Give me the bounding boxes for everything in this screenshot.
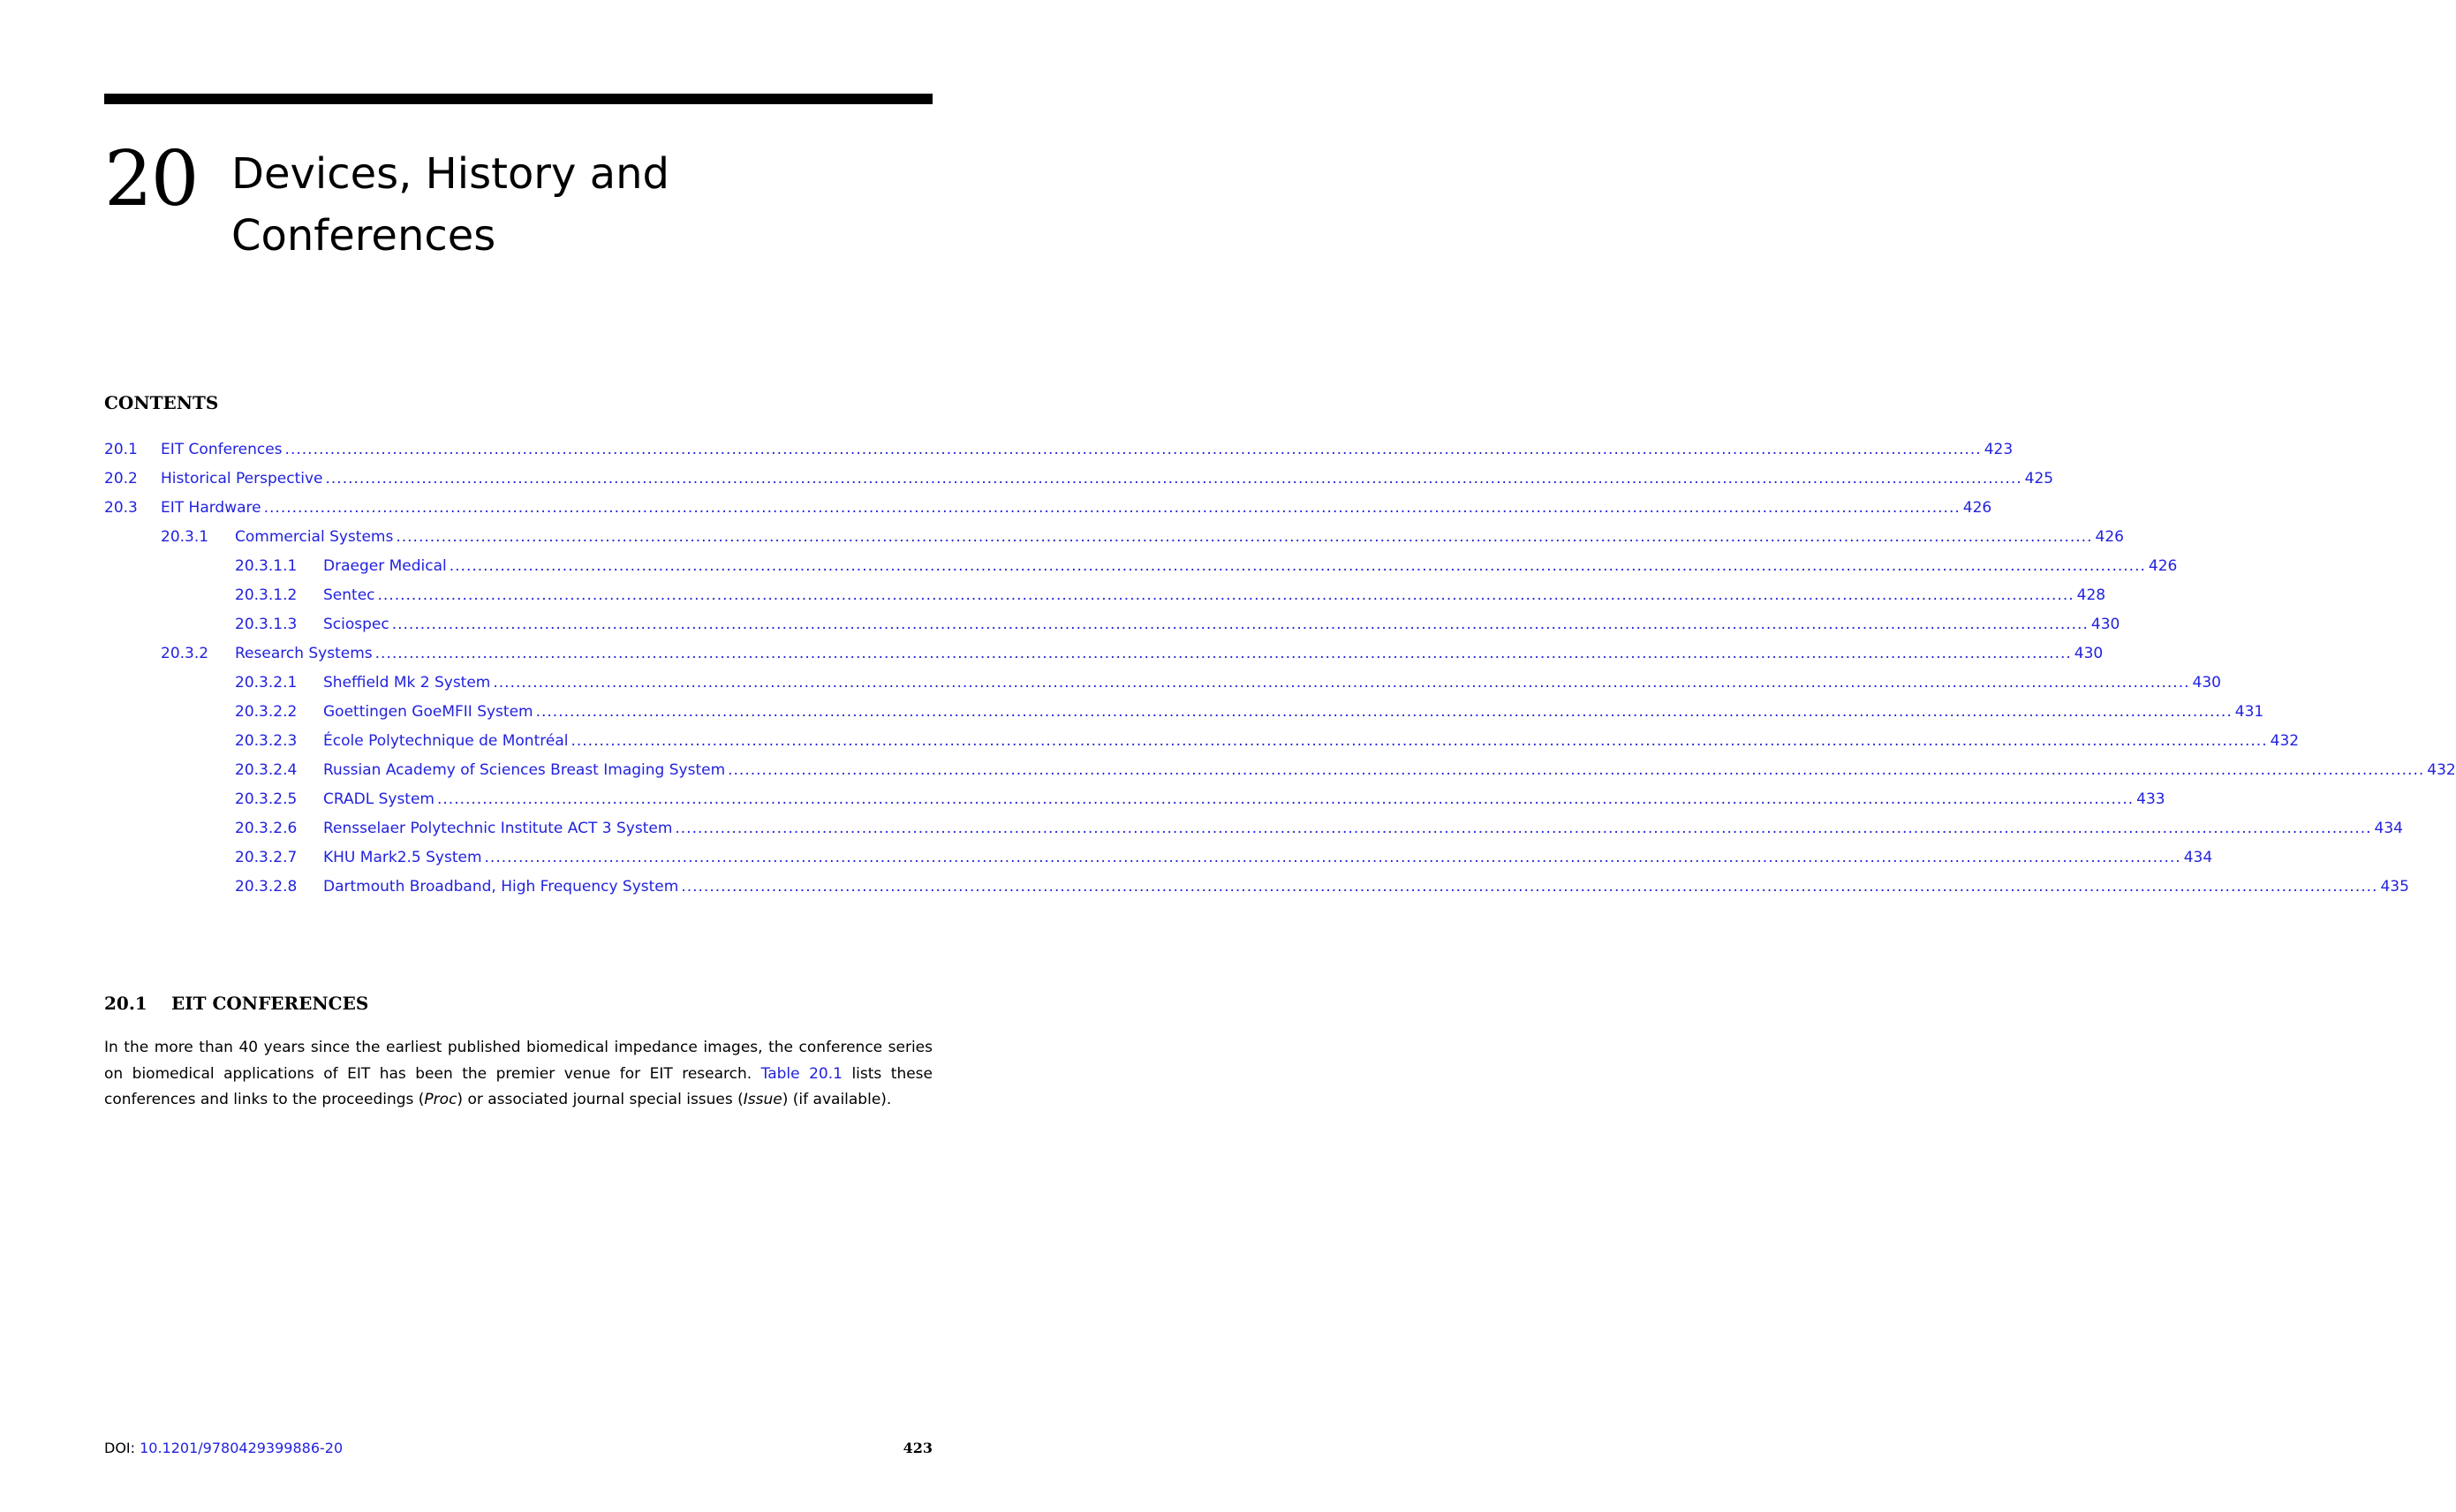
toc-entry-page: 433 [2136,790,2165,808]
toc-entry-20-3-2-6[interactable] [235,815,2403,842]
toc-entry-number: 20.3.2.6 [235,820,298,837]
chapter-number: 20 [104,135,198,223]
toc-dot-leader: ............................................................................................................................................................................................................................................................................................................ [284,441,1982,458]
toc-entry-title: Sciospec [323,616,389,633]
toc-entry-title: EIT Conferences [161,441,283,458]
contents-heading: CONTENTS [104,392,219,413]
toc-entry-number: 20.3.1.1 [235,557,298,575]
para-emphasis-proc: Proc [424,1091,457,1108]
toc-dot-leader: ............................................................................................................................................................................................................................................................................................................ [449,557,2146,575]
toc-entry-20-3-1-1[interactable] [235,553,2178,579]
toc-entry-title: Dartmouth Broadband, High Frequency System [323,878,679,896]
para-emphasis-issue: Issue [743,1091,782,1108]
toc-entry-page: 423 [1984,441,2014,458]
toc-entry-page: 434 [2374,820,2403,837]
toc-dot-leader: ............................................................................................................................................................................................................................................................................................................ [675,820,2372,837]
toc-entry-number: 20.3.1.3 [235,616,298,633]
toc-entry-title: Sentec [323,586,375,604]
toc-entry-page: 428 [2076,586,2106,604]
toc-entry-20-3[interactable] [104,495,1992,521]
toc-entry-20-3-1[interactable] [161,524,2124,550]
toc-dot-leader: ............................................................................................................................................................................................................................................................................................................ [396,528,2093,546]
toc-entry-20-2[interactable] [104,465,2054,492]
para-text-4: ) (if available). [782,1091,892,1108]
toc-entry-number: 20.3.2.8 [235,878,298,896]
toc-entry-20-3-1-3[interactable] [235,611,2120,638]
toc-entry-number: 20.3.1 [161,528,209,546]
toc-entry-title: CRADL System [323,790,435,808]
toc-entry-title: Research Systems [235,645,373,662]
chapter-title [231,143,850,267]
toc-entry-number: 20.3.2.2 [235,703,298,721]
toc-entry-number: 20.3.1.2 [235,586,298,604]
table-reference-link[interactable]: Table 20.1 [760,1064,843,1083]
toc-entry-title: Sheffield Mk 2 System [323,674,491,692]
toc-entry-title: Rensselaer Polytechnic Institute ACT 3 System [323,820,673,837]
toc-entry-page: 430 [2090,616,2120,633]
toc-entry-page: 426 [2095,528,2124,546]
toc-entry-20-3-2-5[interactable] [235,786,2165,813]
toc-entry-number: 20.3.2.3 [235,732,298,750]
toc-entry-20-3-2-1[interactable] [235,669,2221,696]
footer-doi [104,1440,343,1456]
toc-entry-page: 432 [2427,761,2456,779]
toc-entry-20-3-2-7[interactable] [235,844,2213,871]
para-text-3: ) or associated journal special issues ( [457,1091,744,1108]
toc-entry-20-1[interactable] [104,436,2014,463]
toc-dot-leader: ............................................................................................................................................................................................................................................................................................................ [728,761,2425,779]
toc-entry-20-3-2-2[interactable] [235,699,2264,725]
toc-entry-page: 425 [2024,470,2054,488]
toc-dot-leader: ............................................................................................................................................................................................................................................................................................................ [484,849,2181,866]
chapter-top-rule [104,94,933,104]
toc-entry-number: 20.3.2.1 [235,674,298,692]
toc-entry-number: 20.1 [104,441,138,458]
toc-entry-title: Russian Academy of Sciences Breast Imaging System [323,761,726,779]
toc-dot-leader: ............................................................................................................................................................................................................................................................................................................ [325,470,2022,488]
toc-dot-leader: ............................................................................................................................................................................................................................................................................................................ [436,790,2135,808]
toc-entry-number: 20.3.2 [161,645,209,662]
toc-dot-leader: ............................................................................................................................................................................................................................................................................................................ [535,703,2233,721]
doi-link[interactable]: 10.1201/9780429399886-20 [140,1440,344,1456]
doi-label: DOI: [104,1440,140,1456]
toc-entry-title: École Polytechnique de Montréal [323,732,569,750]
toc-entry-page: 432 [2270,732,2300,750]
toc-entry-page: 430 [2074,645,2104,662]
toc-entry-number: 20.3 [104,499,138,517]
toc-entry-number: 20.2 [104,470,138,488]
toc-entry-page: 430 [2192,674,2221,692]
toc-entry-20-3-2[interactable] [161,640,2104,667]
toc-dot-leader: ............................................................................................................................................................................................................................................................................................................ [263,499,1961,517]
toc-entry-20-3-2-4[interactable] [235,757,2456,783]
toc-entry-title: KHU Mark2.5 System [323,849,482,866]
toc-entry-title: Historical Perspective [161,470,323,488]
toc-entry-number: 20.3.2.4 [235,761,298,779]
toc-entry-number: 20.3.2.7 [235,849,298,866]
toc-dot-leader: ............................................................................................................................................................................................................................................................................................................ [377,586,2074,604]
toc-entry-20-3-2-3[interactable] [235,728,2300,754]
toc-entry-title: Commercial Systems [235,528,394,546]
body-paragraph [104,1035,933,1114]
toc-entry-20-3-2-8[interactable] [235,873,2409,900]
para-text-2: lists these conferences and links to the proceedings ( [104,1064,933,1108]
toc-entry-number: 20.3.2.5 [235,790,298,808]
toc-entry-title: Draeger Medical [323,557,447,575]
toc-dot-leader: ............................................................................................................................................................................................................................................................................................................ [391,616,2089,633]
toc-entry-title: EIT Hardware [161,499,261,517]
section-heading [104,993,368,1014]
toc-entry-page: 426 [1962,499,1992,517]
toc-entry-page: 426 [2148,557,2178,575]
para-text-1: In the more than 40 years since the earliest published biomedical impedance images, the conference series on biomedical applications of EIT has been the premier venue for EIT research. [104,1039,933,1083]
toc-entry-page: 434 [2183,849,2213,866]
section-title: EIT CONFERENCES [171,993,369,1014]
footer-page-number: 423 [903,1440,933,1456]
toc-dot-leader: ............................................................................................................................................................................................................................................................................................................ [493,674,2190,692]
toc-dot-leader: ............................................................................................................................................................................................................................................................................................................ [374,645,2072,662]
toc-entry-20-3-1-2[interactable] [235,582,2106,609]
chapter-title-line1: Devices, History and [231,149,670,199]
toc-entry-page: 435 [2380,878,2409,896]
toc-dot-leader: ............................................................................................................................................................................................................................................................................................................ [571,732,2268,750]
toc-dot-leader: ............................................................................................................................................................................................................................................................................................................ [681,878,2378,896]
toc-entry-page: 431 [2234,703,2264,721]
section-number: 20.1 [104,993,147,1014]
chapter-title-line2: Conferences [231,211,496,261]
toc-entry-title: Goettingen GoeMFII System [323,703,533,721]
